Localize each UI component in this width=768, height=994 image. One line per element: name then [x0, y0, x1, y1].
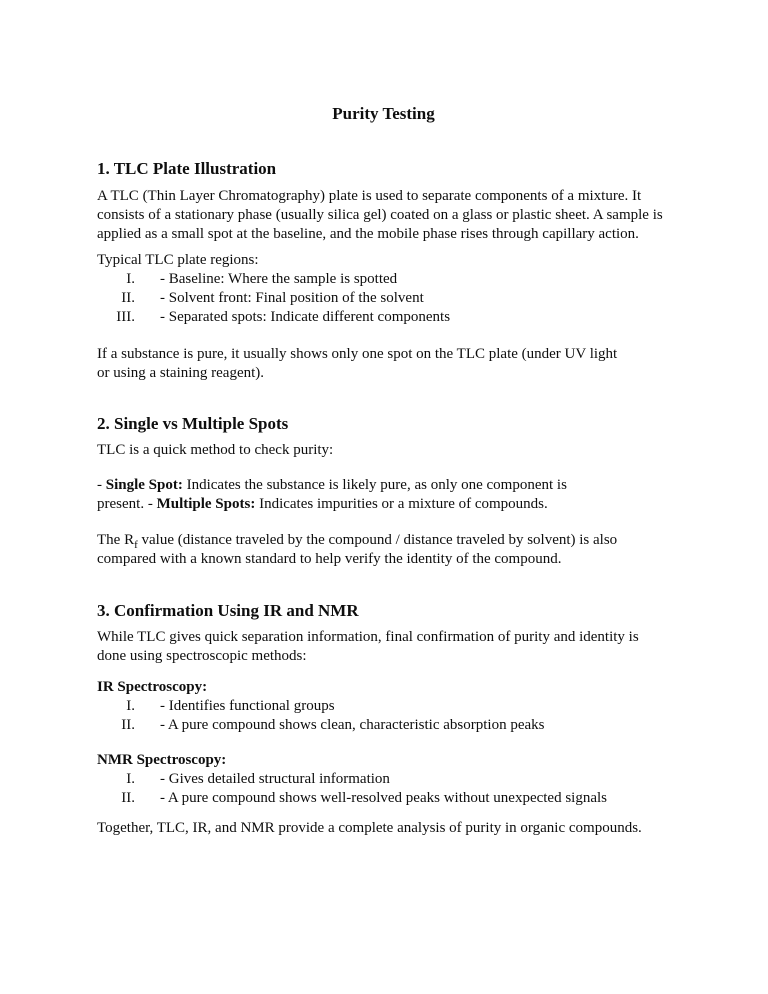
section-heading-ir-nmr: 3. Confirmation Using IR and NMR — [97, 601, 359, 620]
list-item-text: - Identifies functional groups — [160, 698, 335, 714]
paragraph-tlc-quick-method: TLC is a quick method to check purity: — [97, 442, 334, 458]
bold-single-spot-label: Single Spot: — [105, 477, 183, 493]
list-item-functional-groups — [97, 697, 670, 716]
text-line: consists of a stationary phase (usually silica gel) coated on a glass or plastic sheet. A sample is — [97, 207, 663, 223]
text-line — [97, 476, 670, 495]
list-item-text: - Gives detailed structural information — [160, 771, 390, 787]
rf-subscript: f — [134, 539, 138, 551]
section-heading-tlc-plate: 1. TLC Plate Illustration — [97, 159, 277, 178]
nmr-spectroscopy-list — [97, 770, 670, 808]
list-item-baseline — [97, 270, 670, 289]
tlc-regions-list — [97, 270, 670, 327]
list-item-text: - A pure compound shows well-resolved peaks without unexpected signals — [160, 790, 607, 806]
text-segment: present. - — [97, 496, 157, 512]
document-content — [0, 104, 768, 838]
roman-numeral: I. — [126, 771, 135, 787]
paragraph-closing: Together, TLC, IR, and NMR provide a complete analysis of purity in organic compounds. — [97, 820, 642, 836]
text-line: or using a staining reagent). — [97, 365, 265, 381]
list-item-text: - Separated spots: Indicate different components — [160, 309, 451, 325]
roman-numeral: I. — [126, 271, 135, 287]
paragraph-spot-types — [97, 476, 670, 514]
paragraph-rf-value — [97, 531, 670, 569]
text-line — [97, 531, 670, 550]
text-segment: - — [97, 477, 106, 493]
bold-multiple-spots-label: Multiple Spots: — [156, 496, 256, 512]
list-item-text: - A pure compound shows clean, characteristic absorption peaks — [160, 717, 545, 733]
roman-numeral: I. — [126, 698, 135, 714]
roman-numeral: III. — [116, 309, 135, 325]
text-line: applied as a small spot at the baseline, and the mobile phase rises through capillary action. — [97, 226, 639, 242]
list-item-separated-spots — [97, 308, 670, 327]
label-ir-spectroscopy: IR Spectroscopy: — [97, 679, 208, 695]
list-item-text: - Baseline: Where the sample is spotted — [160, 271, 398, 287]
roman-numeral: II. — [121, 717, 135, 733]
text-segment: Indicates the substance is likely pure, as only one component is — [182, 477, 567, 493]
text-segment: The R — [97, 532, 135, 548]
paragraph-pure-substance — [97, 345, 670, 383]
list-item-structural-information — [97, 770, 670, 789]
list-item-solvent-front — [97, 289, 670, 308]
text-line: done using spectroscopic methods: — [97, 648, 307, 664]
paragraph-tlc-intro — [97, 187, 670, 244]
list-item-text: - Solvent front: Final position of the solvent — [160, 290, 424, 306]
text-line: While TLC gives quick separation information, final confirmation of purity and identity is — [97, 629, 639, 645]
paragraph-spectroscopy-intro — [97, 628, 670, 666]
paragraph-regions-label: Typical TLC plate regions: — [97, 252, 259, 268]
text-segment: Indicates impurities or a mixture of compounds. — [255, 496, 548, 512]
list-item-well-resolved-peaks — [97, 789, 670, 808]
ir-spectroscopy-list — [97, 697, 670, 735]
roman-numeral: II. — [121, 790, 135, 806]
text-line — [97, 495, 670, 514]
text-line: A TLC (Thin Layer Chromatography) plate is used to separate components of a mixture. It — [97, 188, 642, 204]
text-line: If a substance is pure, it usually shows only one spot on the TLC plate (under UV light — [97, 346, 618, 362]
list-item-absorption-peaks — [97, 716, 670, 735]
label-nmr-spectroscopy: NMR Spectroscopy: — [97, 752, 227, 768]
page-title: Purity Testing — [332, 104, 435, 123]
roman-numeral: II. — [121, 290, 135, 306]
text-line: compared with a known standard to help verify the identity of the compound. — [97, 551, 562, 567]
section-heading-single-vs-multiple: 2. Single vs Multiple Spots — [97, 414, 289, 433]
text-segment: value (distance traveled by the compound / distance traveled by solvent) is also — [137, 532, 618, 548]
